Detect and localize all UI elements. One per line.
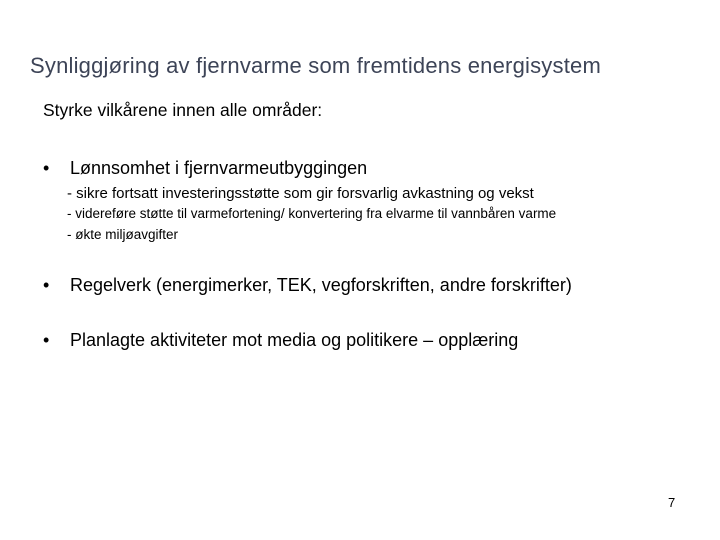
bullet-item: [43, 158, 367, 179]
bullet-item: [43, 275, 572, 296]
bullet-marker: •: [43, 330, 50, 350]
page-number: 7: [668, 495, 676, 510]
slide-title: Synliggjøring av fjernvarme som fremtidens energisystem: [30, 53, 601, 78]
intro-text: Styrke vilkårene innen alle områder:: [43, 100, 323, 120]
sub-item: - sikre fortsatt investeringsstøtte som gir forsvarlig avkastning og vekst: [67, 185, 534, 202]
sub-item: - økte miljøavgifter: [67, 227, 179, 242]
sub-item: - videreføre støtte til varmefortening/ konvertering fra elvarme til vannbåren varme: [67, 206, 557, 221]
bullet-marker: •: [43, 275, 50, 295]
bullet-text: Lønnsomhet i fjernvarmeutbyggingen: [70, 158, 368, 178]
bullet-item: [43, 330, 518, 351]
bullet-text: Regelverk (energimerker, TEK, vegforskriften, andre forskrifter): [70, 275, 572, 295]
bullet-marker: •: [43, 158, 50, 178]
bullet-text: Planlagte aktiviteter mot media og politikere – opplæring: [70, 330, 519, 350]
